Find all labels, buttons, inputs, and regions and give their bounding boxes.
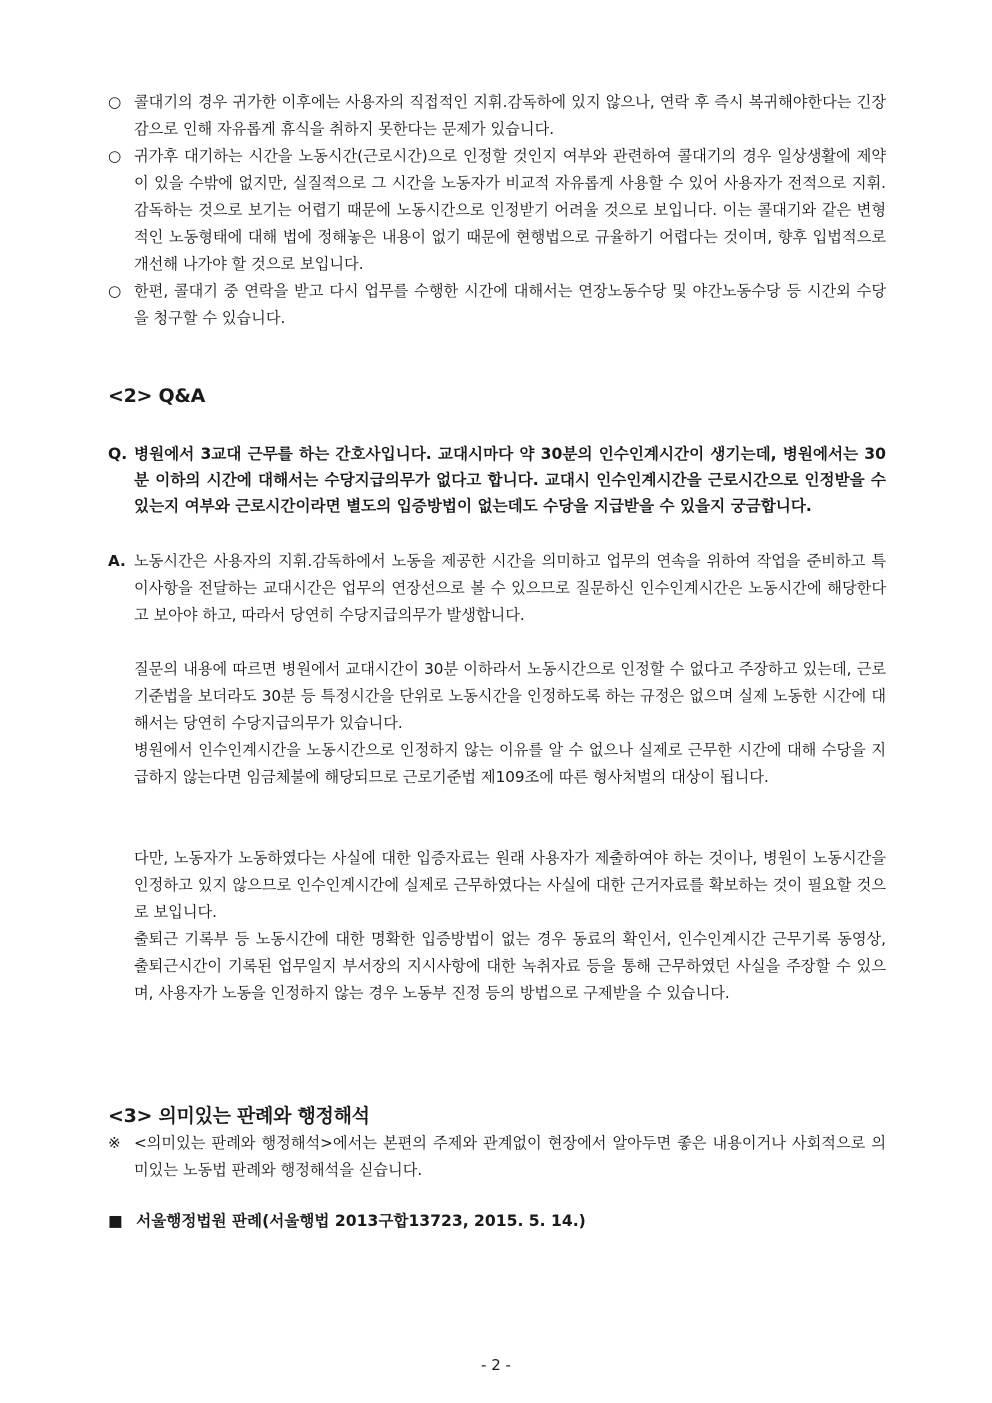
question-block <box>108 441 886 519</box>
reference-mark-icon: ※ <box>108 1134 121 1152</box>
circle-bullet-icon: ○ <box>108 282 122 300</box>
answer-paragraph: 병원에서 인수인계시간을 노동시간으로 인정하지 않는 이유를 알 수 없으나 실제로 근무한 시간에 대해 수당을 지급하지 않는다면 임금체불에 해당되므로 근로기준법 제109조에 따른 형사처벌의 대상이 됩니다. <box>134 741 886 786</box>
bullet-text: 한편, 콜대기 중 연락을 받고 다시 업무를 수행한 시간에 대해서는 연장노동수당 및 야간노동수당 등 시간외 수당을 청구할 수 있습니다. <box>134 282 886 327</box>
bullet-text: 귀가후 대기하는 시간을 노동시간(근로시간)으로 인정할 것인지 여부와 관련하여 콜대기의 경우 일상생활에 제약이 있을 수밖에 없지만, 실질적으로 그 시간을 노동자가 비교적 자유롭게 사용할 수 있어 사용자가 전적으로 지휘.감독하는 것으로 보기는 어렵기 때문에 노동시간으로 인정받기 어려울 것으로 보입니다. 이는 콜대기와 같은 변형적인 노동형태에 대해 법에 정해놓은 내용이 없기 때문에 현행법으로 규율하기 어렵다는 것이며, 향후 입법적으로 개선해 나가야 할 것으로 보입니다. <box>134 147 886 273</box>
bullet-item <box>108 143 886 278</box>
square-bullet-icon: ■ <box>108 1212 123 1230</box>
circle-bullet-icon: ○ <box>108 93 122 111</box>
case-title <box>108 1209 586 1231</box>
bullet-text: 콜대기의 경우 귀가한 이후에는 사용자의 직접적인 지휘.감독하에 있지 않으나, 연락 후 즉시 복귀해야한다는 긴장감으로 인해 자유롭게 휴식을 취하지 못한다는 문제가 있습니다. <box>134 93 886 138</box>
answer-paragraph: 다만, 노동자가 노동하였다는 사실에 대한 입증자료는 원래 사용자가 제출하여야 하는 것이나, 병원이 노동시간을 인정하고 있지 않으므로 인수인계시간에 실제로 근무하였다는 사실에 대한 근거자료를 확보하는 것이 필요할 것으로 보입니다. <box>134 849 886 921</box>
question-marker: Q. <box>108 445 128 463</box>
note-text: <의미있는 판례와 행정해석>에서는 본편의 주제와 관계없이 현장에서 알아두면 좋은 내용이거나 사회적으로 의미있는 노동법 판례와 행정해석을 싣습니다. <box>134 1134 886 1179</box>
section-heading-cases: <3> 의미있는 판례와 행정해석 <box>108 1105 370 1127</box>
page-number: - 2 - <box>481 1356 511 1374</box>
bullet-item <box>108 89 886 143</box>
answer-paragraph: 출퇴근 기록부 등 노동시간에 대한 명확한 입증방법이 없는 경우 동료의 확인서, 인수인계시간 근무기록 동영상, 출퇴근시간이 기록된 업무일지 부서장의 지시사항에 대한 녹취자료 등을 통해 근무하였던 사실을 주장할 수 있으며, 사용자가 노동을 인정하지 않는 경우 노동부 진정 등의 방법으로 구제받을 수 있습니다. <box>134 930 886 1002</box>
answer-paragraph: 질문의 내용에 따르면 병원에서 교대시간이 30분 이하라서 노동시간으로 인정할 수 없다고 주장하고 있는데, 근로기준법을 보더라도 30분 등 특정시간을 단위로 노동시간을 인정하도록 하는 규정은 없으며 실제 노동한 시간에 대해서는 당연히 수당지급의무가 있습니다. <box>134 660 886 732</box>
answer-text: 노동시간은 사용자의 지휘.감독하에서 노동을 제공한 시간을 의미하고 업무의 연속을 위하여 작업을 준비하고 특이사항을 전달하는 교대시간은 업무의 연장선으로 볼 수 있으므로 질문하신 인수인계시간은 노동시간에 해당한다고 보아야 하고, 따라서 당연히 수당지급의무가 발생합니다. <box>134 552 886 624</box>
section-heading-qa: <2> Q&A <box>108 385 206 407</box>
answer-marker: A. <box>108 552 126 570</box>
bullet-item <box>108 278 886 332</box>
section-note <box>108 1130 886 1184</box>
answer-block <box>108 548 886 629</box>
question-text: 병원에서 3교대 근무를 하는 간호사입니다. 교대시마다 약 30분의 인수인계시간이 생기는데, 병원에서는 30분 이하의 시간에 대해서는 수당지급의무가 없다고 합니다. 교대시 인수인계시간을 근로시간으로 인정받을 수 있는지 여부와 근로시간이라면 별도의 입증방법이 없는데도 수당을 지급받을 수 있을지 궁금합니다. <box>134 445 886 515</box>
circle-bullet-icon: ○ <box>108 147 122 165</box>
case-title-text: 서울행정법원 판례(서울행법 2013구합13723, 2015. 5. 14.) <box>136 1212 586 1230</box>
